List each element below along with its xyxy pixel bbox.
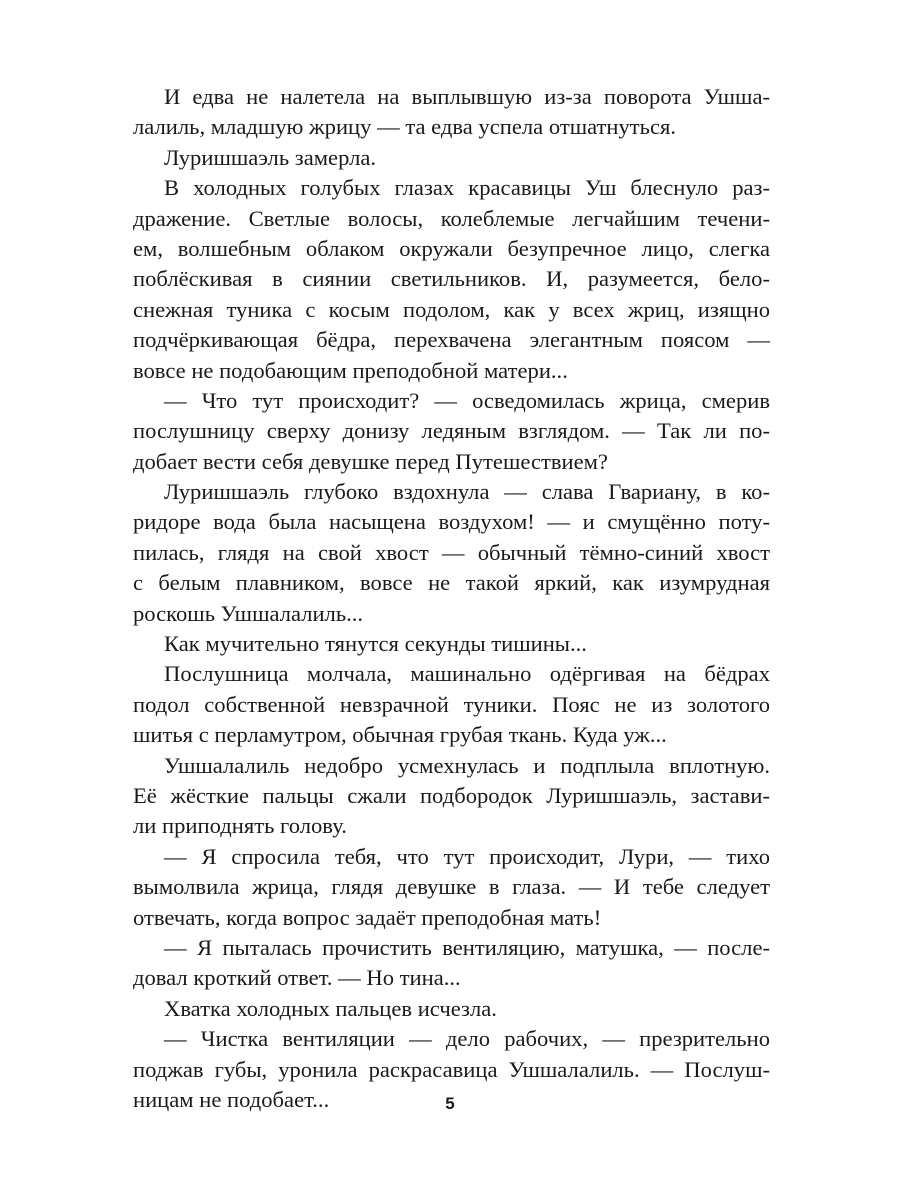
text-line: снежная туника с косым подолом, как у всех жриц, изящно (133, 296, 770, 322)
text-line: вымолвила жрица, глядя девушке в глаза. — И тебе следует (133, 874, 770, 900)
text-line: добает вести себя девушке перед Путешествием? (133, 448, 608, 474)
text-line: — Я спросила тебя, что тут происходит, Лури, — тихо (164, 843, 770, 869)
text-line: — Что тут происходит? — осведомилась жрица, смерив (164, 387, 770, 413)
text-line: — Чистка вентиляции — дело рабочих, — презрительно (164, 1026, 770, 1052)
text-line: подчёркивающая бёдра, перехвачена элегантным поясом — (133, 327, 770, 353)
body-text (133, 82, 770, 1115)
text-line: Луришшаэль глубоко вздохнула — слава Гвариану, в ко- (164, 479, 770, 505)
text-line: довал кроткий ответ. — Но тина... (133, 965, 461, 991)
text-line: послушницу сверху донизу ледяным взглядом. — Так ли по- (133, 418, 770, 444)
text-line: ридоре вода была насыщена воздухом! — и смущённо поту- (133, 509, 770, 535)
text-line: поблёскивая в сиянии светильников. И, разумеется, бело- (133, 266, 770, 292)
text-line: Луришшаэль замерла. (164, 144, 377, 170)
text-line: Ушшалалиль недобро усмехнулась и подплыла вплотную. (164, 752, 770, 778)
text-line: Её жёсткие пальцы сжали подбородок Луришшаэль, застави- (133, 782, 770, 808)
text-line: ем, волшебным облаком окружали безупречное лицо, слегка (133, 235, 770, 261)
text-line: с белым плавником, вовсе не такой яркий, как изумрудная (133, 570, 770, 596)
text-line: Как мучительно тянутся секунды тишины... (164, 631, 587, 657)
text-line: роскошь Ушшалалиль... (133, 600, 364, 626)
text-line: подол собственной невзрачной туники. Пояс не из золотого (133, 691, 770, 717)
text-line: шитья с перламутром, обычная грубая ткань. Куда уж... (133, 722, 667, 748)
page-number: 5 (445, 1094, 455, 1113)
text-line: отвечать, когда вопрос задаёт преподобная мать! (133, 904, 602, 930)
text-line: вовсе не подобающим преподобной матери... (133, 357, 568, 383)
text-line: Хватка холодных пальцев исчезла. (164, 995, 497, 1021)
text-line: И едва не налетела на выплывшую из-за поворота Ушша- (164, 84, 770, 109)
text-line: В холодных голубых глазах красавицы Уш блеснуло раз- (164, 175, 770, 201)
text-line: пилась, глядя на свой хвост — обычный тёмно-синий хвост (133, 539, 770, 565)
text-line: ницам не подобает... (133, 1086, 330, 1112)
text-line: поджав губы, уронила раскрасавица Ушшалалиль. — Послуш- (133, 1056, 770, 1082)
text-line: Послушница молчала, машинально одёргивая на бёдрах (164, 661, 770, 687)
text-line: ли приподнять голову. (133, 813, 347, 839)
text-line: — Я пыталась прочистить вентиляцию, матушка, — после- (164, 934, 770, 960)
text-line: дражение. Светлые волосы, колеблемые легчайшим течени- (133, 205, 770, 231)
text-line: лалиль, младшую жрицу — та едва успела отшатнуться. (133, 114, 677, 140)
